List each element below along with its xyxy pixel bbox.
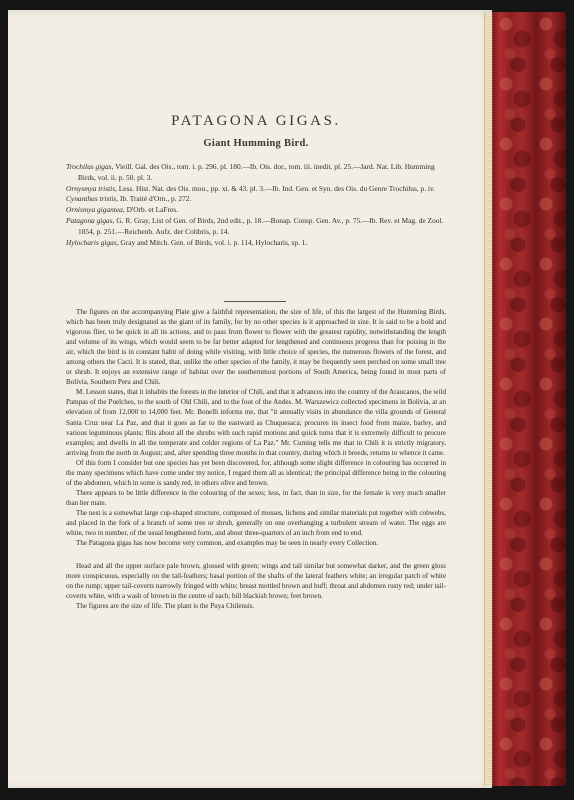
marbled-cover	[494, 12, 566, 786]
body-paragraph: The figures on the accompanying Plate give a faithful representation, the size of life, of this the largest of the Humming Birds, which has been truly designated as the giant of its family, for by no other species is it approached in size. It is said to be a bold and vigorous flier, to be quick in all its actions, and to pass from flower to flower with the greatest rapidity, notwithstanding the length and volume of its wings, which would seem to be far better adapted for lengthened and continuous progress than for poising in the air, which the bird is in constant habit of doing while visiting, with little choice of species, the numerous flowers of the forest, and among others the Cacti. It is stated, that, unlike the other species of the family, it may be frequently seen perched on some small tree or shrub. It enjoys an extensive range of habitat over the southernmost portions of South America, being found in most parts of Bolivia, Southern Peru and Chili.	[66, 308, 446, 387]
synonymy-entry	[66, 162, 446, 184]
synonym-name: Patagona gigas,	[66, 215, 115, 225]
synonymy-list	[66, 162, 446, 248]
synonym-name: Ornismya gigantea,	[66, 205, 125, 215]
synonymy-entry	[66, 238, 446, 249]
body-text	[66, 307, 446, 611]
body-paragraph: There appears to be little difference in the colouring of the sexes; less, in fact, than in size, for the female is very much smaller than her mate.	[66, 488, 446, 507]
synonymy-entry	[66, 184, 446, 195]
page-title: PATAGONA GIGAS.	[171, 113, 341, 129]
book-binding-edge	[484, 12, 566, 786]
synonym-name: Trochilus gigas,	[66, 162, 114, 171]
synonym-name: Ornysmya tristis,	[66, 183, 117, 193]
body-paragraph: Of this form I consider but one species has yet been discovered, for, although some slight difference in colouring has occurred in the many specimens which have come under my notice, I regard them all as identical; the principal difference being in the colouring of the abdomen, which in some is sandy red, in others olive and brown.	[66, 458, 446, 487]
synonym-reference: D'Orb. et LaFres.	[124, 205, 178, 215]
synonym-name: Cynanthus tristis,	[66, 194, 119, 204]
synonymy-entry	[66, 205, 446, 216]
synonym-reference: Gray and Mitch. Gen. of Birds, vol. i. p. 114, Hylocharis, sp. 1.	[118, 237, 308, 247]
synonymy-entry	[66, 194, 446, 205]
section-divider	[224, 301, 286, 302]
page-block-edge	[485, 12, 492, 786]
synonym-reference: Vieill. Gal. des Ois., tom. i. p. 296. pl. 180.—Ib. Ois. dor., tom. iii. inedit. pl. 25.—Jard. Nat. Lib. Humming Birds, vol. ii. p. 50. pl. 3.	[78, 162, 435, 182]
paragraph-gap	[66, 548, 446, 561]
synonym-name: Hylocharis gigas,	[66, 237, 119, 247]
synonymy-entry	[66, 216, 446, 238]
description-paragraph: The figures are the size of life. The plant is the Puya Chilensis.	[76, 602, 255, 611]
description-paragraph: Head and all the upper surface pale brown, glossed with green; wings and tail similar but somewhat darker, and the green gloss more conspicuous, especially on the tail-feathers; basal portion of the shafts of the lateral feathers white; an irregular patch of white on the rump; upper tail-coverts narrowly fringed with white; breast mottled brown and buff; throat and abdomen rusty red; under tail-coverts white, with a wash of brown in the centre of each; bill blackish brown; feet brown.	[66, 562, 446, 601]
synonym-reference: Less. Hist. Nat. des Ois. mou., pp. xi. & 43. pl. 3.—Ib. Ind. Gen. et Syn. des Ois. du Genre Trochilus, p. iv.	[116, 183, 436, 193]
book-page	[8, 10, 492, 788]
body-paragraph: M. Lesson states, that it inhabits the forests in the interior of Chili, and that it advances into the country of the Araucanos, the wild Pampas of the Puelches, to the south of Old Chili, and to the foot of the Andes. M. Warszewicz collected specimens in Bolivia, at an elevation of from 12,000 to 14,000 feet. Mr. Bonelli informs me, that "it annually visits in abundance the villa grounds of General Santa Cruz near La Paz, and that it goes as far to the eastward as Chuquesaca; procures its insect food from maize, barley, and various leguminous plants; flits about all the shrubs with such rapid motions and quick turns that it is extremely difficult to procure examples; and dwells in all the temperate and colder regions of La Paz." Mr. Cuming tells me that in Chili it is strictly migratory, arriving from the north in August; and, after spending three months in that country, during which it breeds, returns to whence it came.	[66, 388, 446, 457]
synonym-reference: Ib. Traité d'Orn., p. 272.	[118, 194, 192, 204]
common-name-subtitle: Giant Humming Bird.	[203, 138, 309, 149]
body-paragraph: The Patagona gigas has now become very common, and examples may be seen in nearly every Collection.	[76, 539, 379, 548]
body-paragraph: The nest is a somewhat large cup-shaped structure, composed of mosses, lichens and similar materials put together with cobwebs, and placed in the fork of a branch of some tree or shrub, generally on one overhanging a turbulent stream of water. The eggs are white, two in number, of the usual lengthened form, and about three-quarters of an inch from end to end.	[66, 508, 446, 538]
synonym-reference: G. R. Gray, List of Gen. of Birds, 2nd edit., p. 18.—Bonap. Consp. Gen. Av., p. 75.—Ib. Rev. et Mag. de Zool. 1854, p. 251.—Reichenb. Aufz. der Colibris, p. 14.	[78, 215, 444, 236]
